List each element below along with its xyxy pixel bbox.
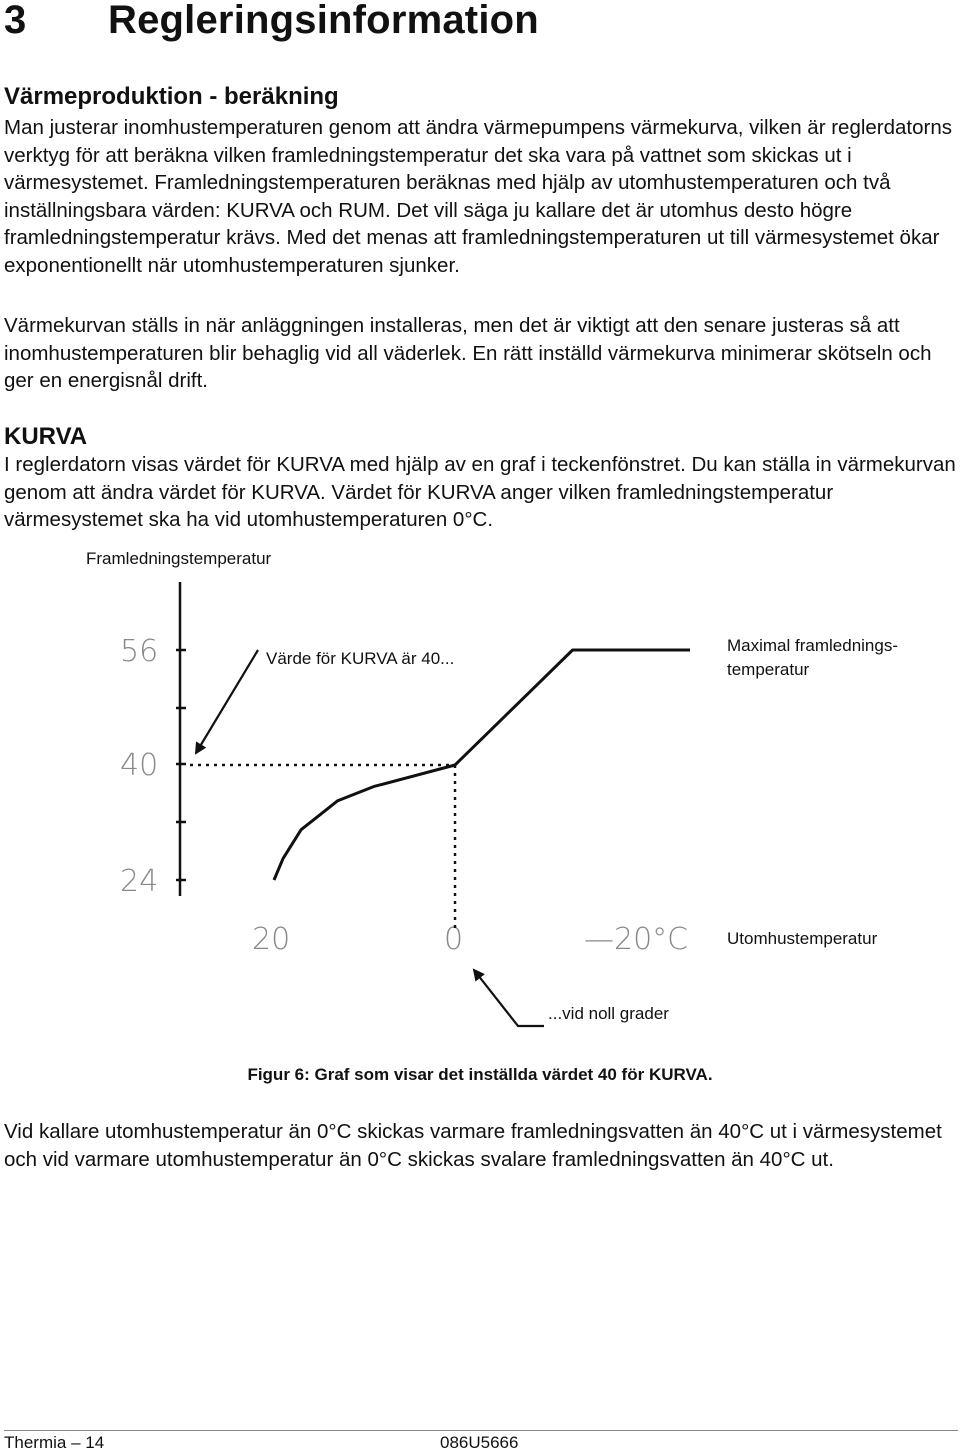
y-axis-label: Framledningstemperatur (86, 549, 272, 568)
annotation-max-temp-line-1: Maximal framlednings- (727, 636, 898, 655)
annotation-zero-arrow (474, 970, 544, 1026)
annotation-kurva-value: Värde för KURVA är 40... (266, 649, 455, 668)
chapter-title (4, 0, 539, 42)
y-axis (176, 582, 186, 896)
footer-document-id: 086U5666 (440, 1433, 519, 1452)
x-axis-label: Utomhustemperatur (727, 929, 878, 948)
chapter-title-text: Regleringsinformation (108, 0, 539, 42)
y-tick-label-40: 40 (120, 748, 159, 783)
y-tick-label-24: 24 (120, 864, 159, 899)
annotation-kurva-arrow (196, 650, 258, 753)
figure-caption: Figur 6: Graf som visar det inställda värdet 40 för KURVA. (247, 1065, 713, 1084)
paragraph-kurva-adjust: Värmekurvan ställs in när anläggningen installeras, men det är viktigt att den senare justeras så att inomhustemperaturen blir behaglig vid all väderlek. En rätt inställd värmekurva minimerar skötseln och ger en energisnål drift. (4, 314, 932, 393)
footer-divider (4, 1430, 958, 1431)
section-heading-varmeproduktion: Värmeproduktion - beräkning (4, 83, 339, 110)
paragraph-after-figure: Vid kallare utomhustemperatur än 0°C skickas varmare framledningsvatten än 40°C ut i värmesystemet och vid varmare utomhustemperatur än 0°C skickas svalare framledningsvatten än 40°C ut. (4, 1120, 942, 1171)
paragraph-intro: Man justerar inomhustemperaturen genom att ändra värmepumpens värmekurva, vilken är reglerdatorns verktyg för att beräkna vilken framledningstemperatur det ska vara på vattnet som skickas ut i värmesystemet. Framledningstemperaturen beräknas med hjälp av utomhustemperaturen och två inställningsbara värden: KURVA och RUM. Det vill säga ju kallare det är utomhus desto högre framledningstemperatur krävs. Med det menas att framledningstemperaturen ut till värmesystemet ökar exponentionellt när utomhustemperaturen sjunker. (4, 116, 953, 277)
paragraph-kurva-description: I reglerdatorn visas värdet för KURVA med hjälp av en graf i teckenfönstret. Du kan ställa in värmekurvan genom att ändra värdet för KURVA. Värdet för KURVA anger vilken framledningstemperatur värmesystemet ska ha vid utomhustemperaturen 0°C. (4, 453, 956, 532)
annotation-max-temp-line-2: temperatur (727, 660, 810, 679)
heating-curve-figure (0, 540, 960, 1050)
section-heading-kurva: KURVA (4, 423, 88, 450)
y-tick-label-56: 56 (120, 634, 159, 669)
x-tick-label-0: 0 (444, 922, 464, 957)
footer-page-number: Thermia – 14 (4, 1433, 105, 1452)
x-tick-label-minus-20: —20°C (584, 922, 689, 957)
x-tick-label-20: 20 (252, 922, 291, 957)
annotation-zero-degrees: ...vid noll grader (548, 1004, 669, 1023)
chapter-number: 3 (4, 0, 27, 42)
